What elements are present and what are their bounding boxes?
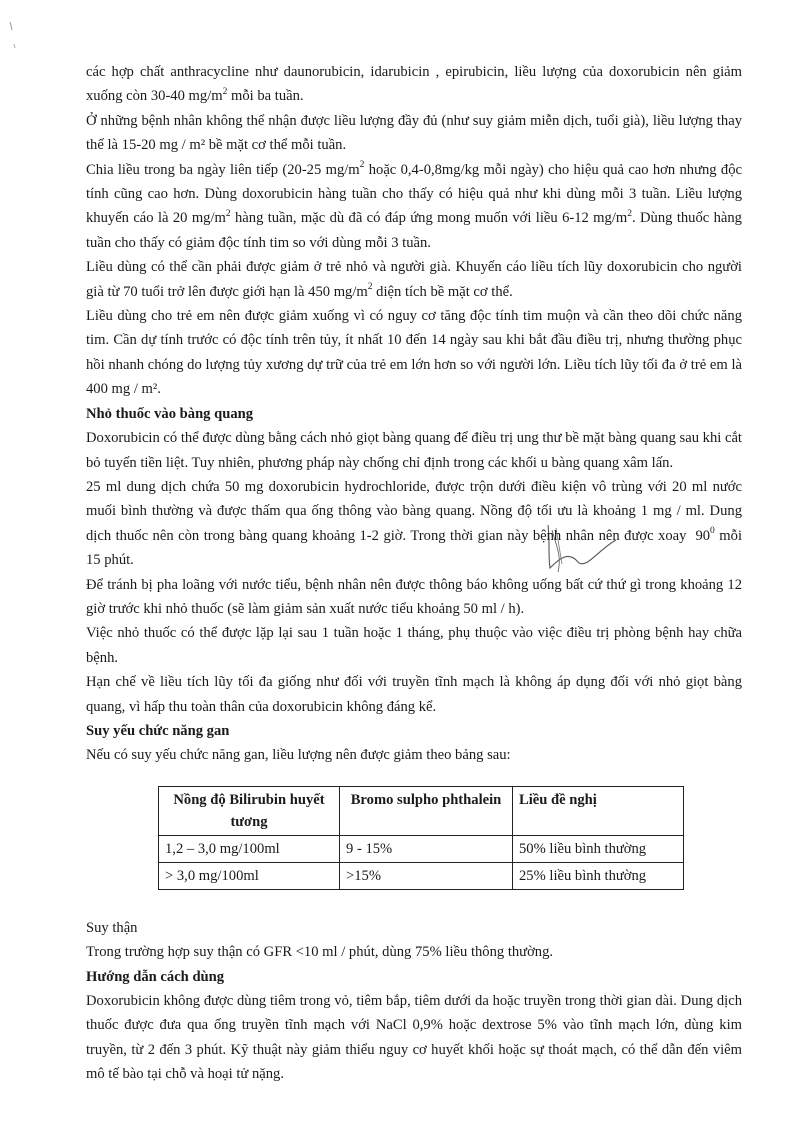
table-row (159, 862, 684, 889)
paragraph: Doxorubicin không được dùng tiêm trong vỏ, tiêm bắp, tiêm dưới da hoặc truyền trong thời gian dài. Dung dịch thuốc được đưa qua ống truyền tĩnh mạch với NaCl 0,9% hoặc dextrose 5% vào tĩnh mạch lớn, dùng kim truyền, từ 2 đến 3 phút. Kỹ thuật này giảm thiểu nguy cơ huyết khối hoặc sự thoát mạch, có thể dẫn đến viêm mô tế bào tại chỗ và hoại tử nặng. (86, 993, 742, 1083)
section-heading-liver: Suy yếu chức năng gan (86, 722, 230, 739)
table-row (159, 835, 684, 862)
table-header-cell: Nồng độ Bilirubin huyết tương (159, 786, 340, 835)
table-cell: 50% liều bình thường (513, 835, 684, 862)
scan-mark (6, 20, 20, 50)
paragraph: Việc nhỏ thuốc có thể được lặp lại sau 1 tuần hoặc 1 tháng, phụ thuộc vào việc điều trị phòng bệnh hay chữa bệnh. (86, 625, 742, 666)
paragraph: Doxorubicin có thể được dùng bằng cách nhỏ giọt bàng quang để điều trị ung thư bề mặt bàng quang sau khi cắt bỏ tuyến tiền liệt. Tuy nhiên, phương pháp này chống chỉ định trong các khối u bàng quang xâm lấn. (86, 430, 742, 471)
paragraph: Liều dùng có thể cần phải được giảm ở trẻ nhỏ và người già. Khuyến cáo liều tích lũy doxorubicin cho người già từ 70 tuổi trở lên được giới hạn là 450 $mg/m^2$ diện tích bề mặt cơ thể. (86, 259, 742, 300)
section-heading-usage: Hướng dẫn cách dùng (86, 968, 225, 985)
section-heading-kidney: Suy thận (86, 919, 138, 936)
paragraph: Liều dùng cho trẻ em nên được giảm xuống vì có nguy cơ tăng độc tính tim muộn và cần theo dõi chức năng tim. Cần dự tính trước có độc tính trên tủy, ít nhất 10 đến 14 ngày sau khi bắt đầu điều trị, nhưng thường phục hồi nhanh chóng do lượng tủy xương dự trữ của trẻ em lớn hơn so với người lớn. Liều tích lũy tối đa ở trẻ em là 400 mg / m². (86, 308, 742, 398)
paragraph: các hợp chất anthracycline như daunorubicin, idarubicin , epirubicin, liều lượng của doxorubicin nên giảm xuống còn 30-40 $mg/m^2$ mỗi ba tuần. (86, 64, 742, 105)
table-header-cell: Bromo sulpho phthalein (340, 786, 513, 835)
paragraph: Trong trường hợp suy thận có GFR <10 ml / phút, dùng 75% liều thông thường. (86, 944, 554, 961)
table-cell: 25% liều bình thường (513, 862, 684, 889)
paragraph: Để tránh bị pha loãng với nước tiểu, bệnh nhân nên được thông báo không uống bất cứ thứ gì trong khoảng 12 giờ trước khi nhỏ thuốc (sẽ làm giảm sản xuất nước tiểu khoảng 50 ml / h). (86, 576, 742, 617)
table-cell: 9 - 15% (340, 835, 513, 862)
paragraph: Ở những bệnh nhân không thể nhận được liều lượng đầy đủ (như suy giảm miễn dịch, tuổi già), liều lượng thay thế là 15-20 mg / m² bề mặt cơ thể mỗi tuần. (86, 112, 742, 154)
table-cell: >15% (340, 862, 513, 889)
section-heading-bladder: Nhỏ thuốc vào bàng quang (86, 405, 254, 422)
table-cell: 1,2 – 3,0 mg/100ml (159, 835, 340, 862)
paragraph: Hạn chế về liều tích lũy tối đa giống như đối với truyền tĩnh mạch là không áp dụng đối với nhỏ giọt bàng quang, vì hấp thu toàn thân của doxorubicin không đáng kể. (86, 674, 742, 715)
paragraph: 25 ml dung dịch chứa 50 mg doxorubicin hydrochloride, được trộn dưới điều kiện vô trùng với 20 ml nước muối bình thường và được thấm qua ống thông vào bàng quang. Nồng độ tối ưu là khoảng 1 mg / ml. Dung dịch thuốc nên còn trong bàng quang khoảng 1-2 giờ. Trong thời gian này bệnh nhân nên được xoay $90^0$ mỗi 15 phút. (86, 478, 742, 569)
paragraph: Nếu có suy yếu chức năng gan, liều lượng nên được giảm theo bảng sau: (86, 747, 511, 764)
paragraph: Chia liều trong ba ngày liên tiếp (20-25 $mg/m^2$ hoặc 0,4-0,8mg/kg mỗi ngày) cho hiệu quả cao hơn nhưng độc tính cũng cao hơn. Dùng doxorubicin hàng tuần cho thấy có hiệu quả như khi dùng mỗi 3 tuần. Liều lượng khuyến cáo là 20 $mg/m^2$ hàng tuần, mặc dù đã có đáp ứng mong muốn với liều 6-12 $mg/m^2$. Dùng thuốc hàng tuần cho thấy có giảm độc tính tim so với dùng mỗi 3 tuần. (86, 159, 742, 251)
document-body (86, 60, 742, 1087)
table-header-row (159, 786, 684, 835)
table-header-cell: Liều đề nghị (513, 786, 684, 835)
table-cell: > 3,0 mg/100ml (159, 862, 340, 889)
dosage-table (158, 786, 684, 890)
